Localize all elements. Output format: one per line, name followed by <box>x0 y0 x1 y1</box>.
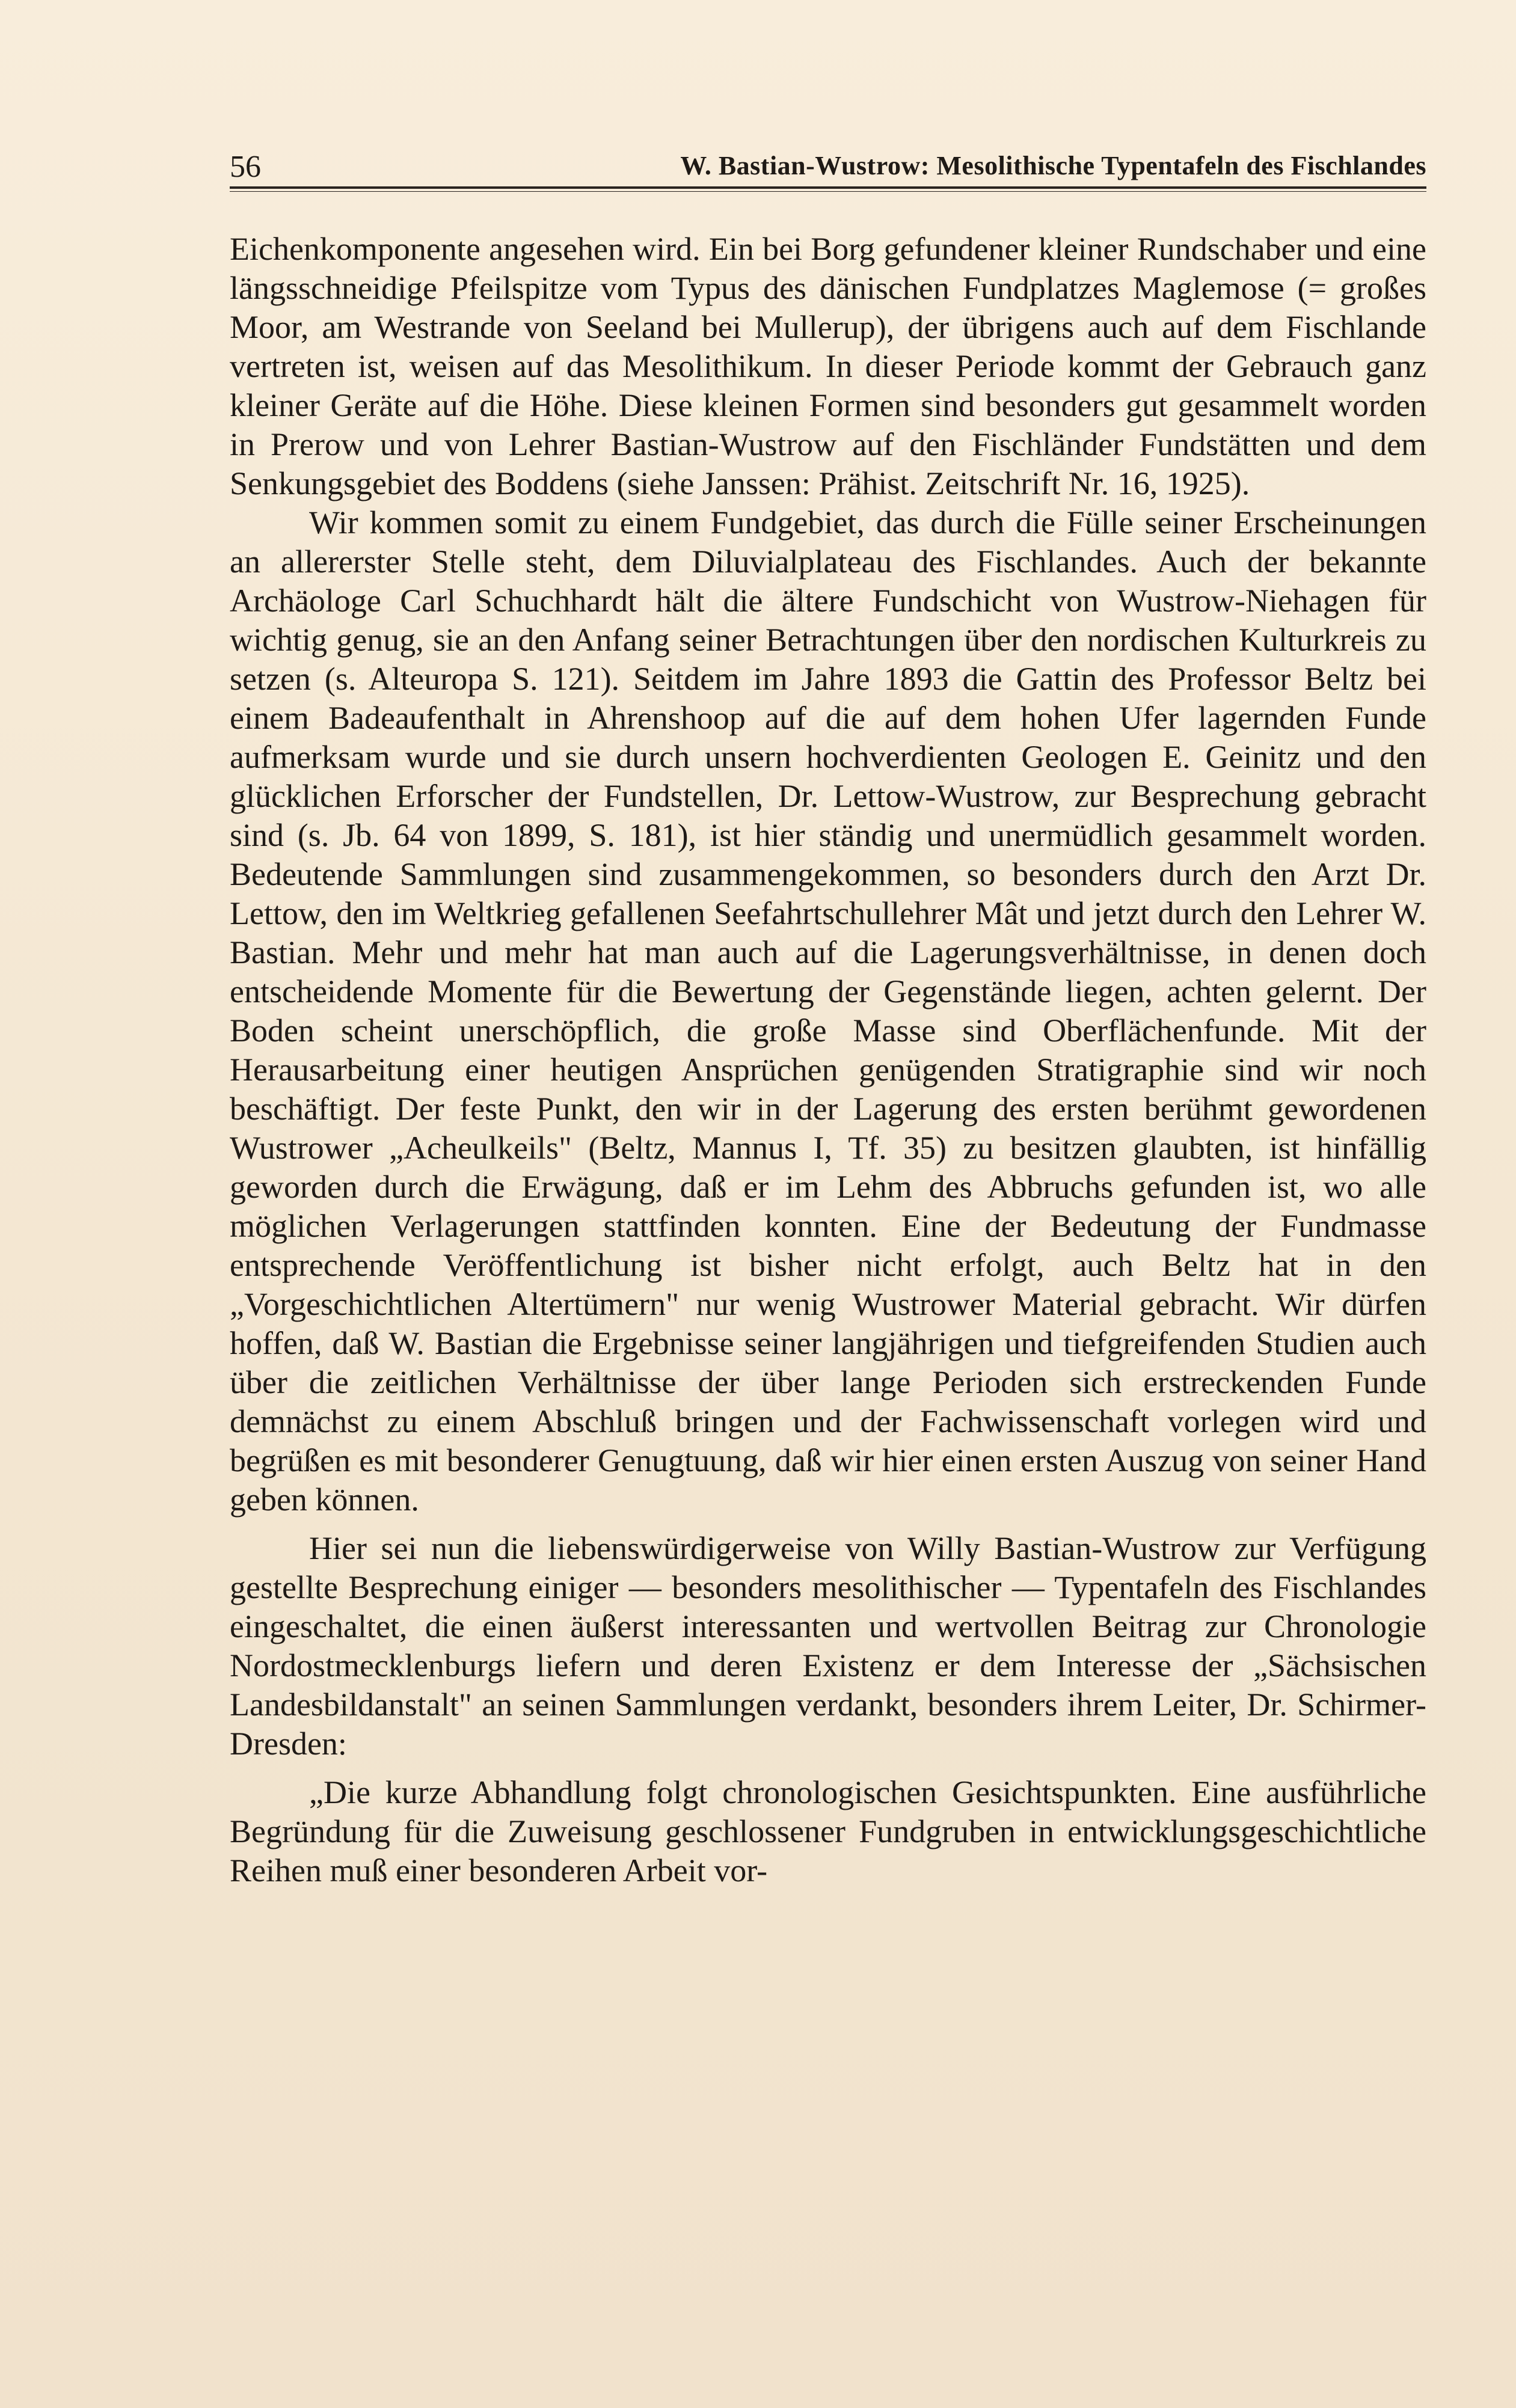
page-number: 56 <box>230 150 261 184</box>
running-head: W. Bastian-Wustrow: Mesolithische Typentafeln des Fischlandes <box>680 151 1426 180</box>
header-rule-thin <box>230 191 1426 192</box>
paragraph-gap <box>230 1519 1426 1529</box>
paragraph-gap <box>230 1763 1426 1773</box>
page-header <box>230 149 1426 191</box>
paragraph-2: Wir kommen somit zu einem Fundgebiet, das durch die Fülle seiner Erscheinungen an allererster Stelle steht, dem Diluvialplateau des Fischlandes. Auch der bekannte Archäologe Carl Schuchhardt hält die ältere Fundschicht von Wustrow-Niehagen für wichtig genug, sie an den Anfang seiner Betrachtungen über den nordischen Kulturkreis zu setzen (s. Alteuropa S. 121). Seitdem im Jahre 1893 die Gattin des Professor Beltz bei einem Badeaufenthalt in Ahrenshoop auf die auf dem hohen Ufer lagernden Funde aufmerksam wurde und sie durch unsern hochverdienten Geologen E. Geinitz und den glücklichen Erforscher der Fundstellen, Dr. Lettow-Wustrow, zur Besprechung gebracht sind (s. Jb. 64 von 1899, S. 181), ist hier ständig und unermüdlich gesammelt worden. Bedeutende Sammlungen sind zusammengekommen, so besonders durch den Arzt Dr. Lettow, den im Weltkrieg gefallenen Seefahrtschullehrer Mât und jetzt durch den Lehrer W. Bastian. Mehr und mehr hat man auch auf die Lagerungsverhältnisse, in denen doch entscheidende Momente für die Bewertung der Gegenstände liegen, achten gelernt. Der Boden scheint unerschöpflich, die große Masse sind Oberflächenfunde. Mit der Herausarbeitung einer heutigen Ansprüchen genügenden Stratigraphie sind wir noch beschäftigt. Der feste Punkt, den wir in der Lagerung des ersten berühmt gewordenen Wustrower „Acheulkeils" (Beltz, Mannus I, Tf. 35) zu besitzen glaubten, ist hinfällig geworden durch die Erwägung, daß er im Lehm des Abbruchs gefunden ist, wo alle möglichen Verlagerungen stattfinden konnten. Eine der Bedeutung der Fundmasse entsprechende Veröffentlichung ist bisher nicht erfolgt, auch Beltz hat in den „Vorgeschichtlichen Altertümern" nur wenig Wustrower Material gebracht. Wir dürfen hoffen, daß W. Bastian die Ergebnisse seiner langjährigen und tiefgreifenden Studien auch über die zeitlichen Verhältnisse der über lange Perioden sich erstreckenden Funde demnächst zu einem Abschluß bringen und der Fachwissenschaft vorlegen wird und begrüßen es mit besonderer Genugtuung, daß wir hier einen ersten Auszug von seiner Hand geben können. <box>230 504 1426 1518</box>
paragraph-1: Eichenkomponente angesehen wird. Ein bei Borg gefundener kleiner Rundschaber und eine längsschneidige Pfeilspitze vom Typus des dänischen Fundplatzes Maglemose (= großes Moor, am Westrande von Seeland bei Mullerup), der übrigens auch auf dem Fischlande vertreten ist, weisen auf das Mesolithikum. In dieser Periode kommt der Gebrauch ganz kleiner Geräte auf die Höhe. Diese kleinen Formen sind besonders gut gesammelt worden in Prerow und von Lehrer Bastian-Wustrow auf den Fischländer Fundstätten und dem Senkungsgebiet des Boddens (siehe Janssen: Prähist. Zeitschrift Nr. 16, 1925). <box>230 231 1426 501</box>
body-text <box>230 230 1426 1890</box>
header-rule-thick <box>230 186 1426 189</box>
paragraph-3: Hier sei nun die liebenswürdigerweise von Willy Bastian-Wustrow zur Verfügung gestellte Besprechung einiger — besonders mesolithischer — Typentafeln des Fischlandes eingeschaltet, die einen äußerst interessanten und wertvollen Beitrag zur Chronologie Nordostmecklenburgs liefern und deren Existenz er dem Interesse der „Sächsischen Landesbildanstalt" an seinen Sammlungen verdankt, besonders ihrem Leiter, Dr. Schirmer-Dresden: <box>230 1530 1426 1762</box>
paragraph-4: „Die kurze Abhandlung folgt chronologischen Gesichtspunkten. Eine ausführliche Begründung für die Zuweisung geschlossener Fundgruben in entwicklungsgeschichtliche Reihen muß einer besonderen Arbeit vor- <box>230 1774 1426 1889</box>
